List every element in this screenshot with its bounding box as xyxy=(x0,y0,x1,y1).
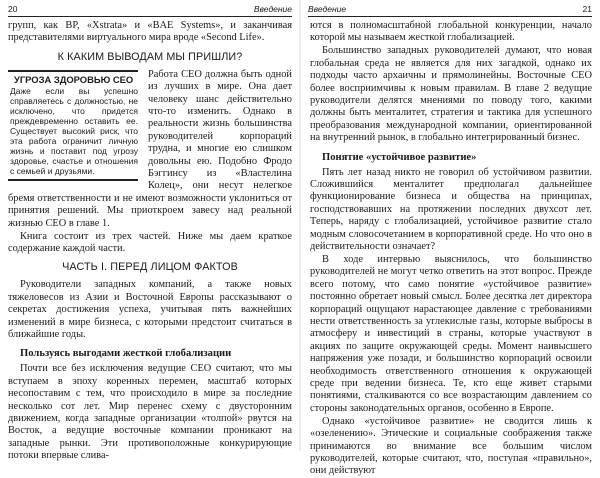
right-paragraph-greening: Однако «устойчивое развитие» не сводится лишь к «озеленению». Этические и социальные соображения также принимаются во внимание все большим числом руководителей, которые считают, что, поступая «правильно», они действуют xyxy=(310,415,592,477)
subheading-globalization: Пользуясь выгодами жесткой глобализации xyxy=(20,348,232,360)
left-paragraph-book-parts: Книга состоит из трех частей. Ниже мы даем краткое содержание каждой части. xyxy=(8,230,292,254)
left-paragraph-part-one-intro: Руководители западных компаний, а также новых тяжеловесов из Азии и Восточной Европы рассказывают о секретах достижения успеха, учитывая пять важнейших изменений в мире бизнеса, с которыми предстоит считаться в ближайшие годы. xyxy=(8,279,292,341)
left-paragraph-ceo-work: Работа CEO должна быть одной из лучших в мире. Она дает человеку шанс действительно что-то изменить. Однако в реальности жизнь большинства руководителей корпораций трудна, и многие ею слишком довольны ею. Подобно Фродо Бэггинсу из «Властелина Колец», они несут нелегкое бремя ответственности и не имеют возможности уклониться от принятия решений. Мы приоткроем завесу над реальной жизнью CEO в главе 1. xyxy=(8,68,292,229)
heading-part-one: ЧАСТЬ I. ПЕРЕД ЛИЦОМ ФАКТОВ xyxy=(62,261,238,274)
left-text-column xyxy=(8,20,292,462)
left-page-section-title: Введение xyxy=(253,4,292,14)
right-text-column xyxy=(310,20,592,477)
right-paragraph-five-years: Пять лет назад никто не говорил об устойчивом развитии. Сложившийся менталитет предполагал дальнейшее функционирование бизнеса и общества на принципах, господствовавших на протяжении последних двухсот лет. Теперь, наряду с глобализацией, устойчивое развитие стало модным словосочетанием в корпоративной среде. Но что оно в действительности означает? xyxy=(310,166,592,252)
right-page-section-title: Введение xyxy=(308,4,347,14)
right-page-header xyxy=(308,3,592,17)
subheading-sustainable-development: Понятие «устойчивое развитие» xyxy=(322,151,477,163)
right-paragraph-interviews: В ходе интервью выяснилось, что большинство руководителей не могут четко ответить на этот вопрос. Прежде всего потому, что само понятие «устойчивое развитие» постоянно обретает новый смысл. Более десятка лет директора корпораций ощущают нарастающее давление с требованиями нести ответственность за углекислые газы, которые выбросы в атмосферу и инвестиций в страны, которые участвуют в акциях по защите окружающей среды. Момент наивысшего напряжения уже позади, и большинство корпораций освоили необходимость ответственного отношения к окружающей среде при ведении бизнеса. Те, кто еще живет старыми понятиями, сталкиваются со все возрастающим давлением со стороны законодательных органов, особенно в Европе. xyxy=(310,253,592,414)
left-page-number: 20 xyxy=(8,4,18,14)
sidebar-title: УГРОЗА ЗДОРОВЬЮ CEO xyxy=(14,73,134,85)
sidebar-text: Даже если вы успешно справляетесь с должностью, не исключено, что придется преждевременно оставить ее. Существует высокий риск, что эта работа ограничит личную жизнь и поставит под угрозу здоровье, счастье и отношения с семьей и друзьями. xyxy=(10,85,138,176)
right-paragraph-continued: ются в полномасштабной глобальной конкуренции, начало которой мы называем жесткой глобализацией. xyxy=(310,20,592,44)
left-page xyxy=(0,0,300,462)
left-paragraph-globalization: Почти все без исключения ведущие CEO считают, что мы вступаем в эпоху коренных перемен, масштаб которых несопоставим с тем, что происходило в мире за последние несколько сот лет. Мир перенес схему с двусторонним движением, когда западные организации «толпой» рвутся на Восток, а ведущие восточные компании проникают на западные рынки. Эти противоположные конкурирующие потоки впервые слива- xyxy=(8,363,292,462)
sidebar-box xyxy=(8,70,138,181)
right-page-number: 21 xyxy=(582,4,592,14)
right-page xyxy=(300,0,600,477)
right-paragraph-western-leaders: Большинство западных руководителей думают, что новая глобальная среда не является для них загадкой, однако их подходы часто архаичны и прямолинейны. Восточные CEO более восприимчивы к новым правилам. В главе 2 ведущие руководители делятся мнениями по поводу того, какими должны быть менталитет, стратегия и тактика для успешного преобразования международной компании, ориентированной на внутренний рынок, в глобально интегрированный бизнес. xyxy=(310,45,592,144)
heading-conclusions: К КАКИМ ВЫВОДАМ МЫ ПРИШЛИ? xyxy=(57,50,243,63)
left-paragraph-continued: групп, как BP, «Xstrata» и «BAE Systems», и заканчивая представителями виртуального мира вроде «Second Life». xyxy=(8,20,292,44)
left-page-header xyxy=(8,3,292,17)
